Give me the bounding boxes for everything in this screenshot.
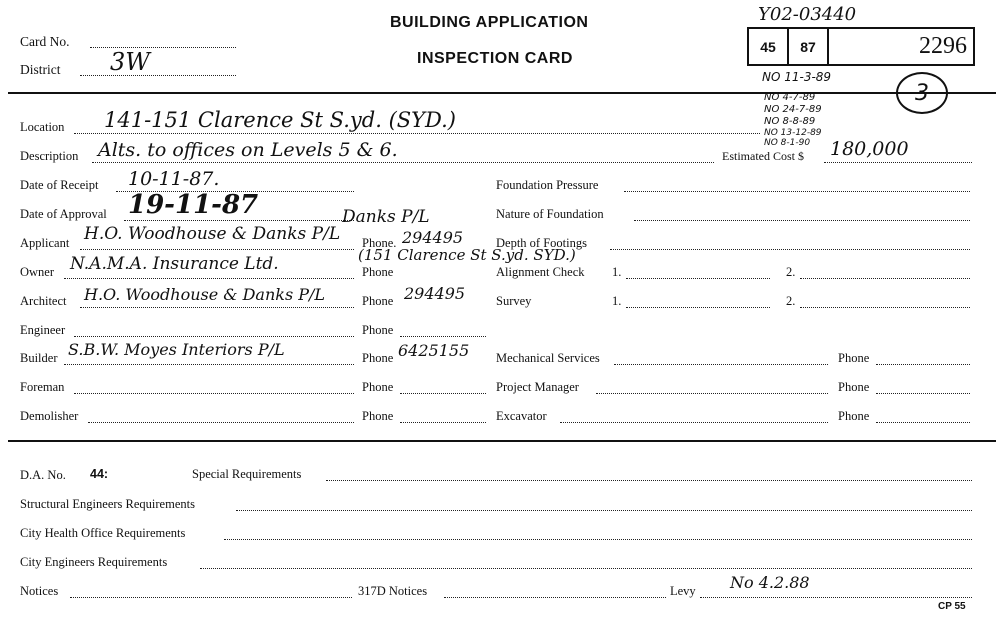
applicant-phone: 294495 [402,228,464,247]
da-value: 44: [90,467,109,481]
card-number-box [747,27,975,66]
builder-phone-label: Phone [362,351,394,365]
demolisher-line [88,422,354,423]
survey-1-line [626,307,770,308]
file-reference: Y02-03440 [758,4,857,25]
applicant-value-cont: Danks P/L [342,207,430,227]
card-number-prefix: 45 [749,29,789,64]
nature-foundation-line [634,220,970,221]
city-engineers-label: City Engineers Requirements [20,555,168,569]
project-manager-phone-line [876,393,970,394]
builder-phone: 6425155 [398,341,470,360]
structural-requirements-line [236,510,972,511]
owner-value: N.A.M.A. Insurance Ltd. [70,254,279,274]
structural-requirements-label: Structural Engineers Requirements [20,497,195,511]
form-code: CP 55 [938,601,966,612]
note-6: NO 8-1-90 [764,138,811,148]
note-5: NO 13-12-89 [764,128,822,138]
note-1: NO 11-3-89 [762,70,832,84]
receipt-value: 10-11-87. [128,168,220,190]
survey-label: Survey [496,294,532,308]
owner-line [64,278,354,279]
mechanical-label: Mechanical Services [496,351,600,365]
survey-2-label: 2. [786,294,796,308]
excavator-phone-label: Phone [838,409,870,423]
da-label: D.A. No. [20,468,66,482]
location-label: Location [20,120,65,134]
excavator-line [560,422,828,423]
estimated-cost-line [824,162,972,163]
alignment-1-label: 1. [612,265,622,279]
card-number-year: 87 [789,29,829,64]
levy-line [700,597,972,598]
alignment-label: Alignment Check [496,265,585,279]
owner-phone-label: Phone [362,265,394,279]
district-label: District [20,62,61,77]
project-manager-line [596,393,828,394]
special-requirements-label: Special Requirements [192,467,302,481]
excavator-phone-line [876,422,970,423]
depth-footings-label: Depth of Footings [496,236,587,250]
applicant-line [80,249,354,250]
card-number: 2296 [919,33,967,59]
city-engineers-line [200,568,972,569]
card-no-label: Card No. [20,34,70,49]
survey-2-line [800,307,970,308]
alignment-2-label: 2. [786,265,796,279]
demolisher-label: Demolisher [20,409,79,423]
owner-address: (151 Clarence St S.yd. SYD.) [358,246,576,264]
notices-317d-label: 317D Notices [358,584,428,598]
foundation-pressure-label: Foundation Pressure [496,178,599,192]
location-line [74,133,760,134]
approval-label: Date of Approval [20,207,107,221]
card-title: BUILDING APPLICATION [390,14,589,31]
card-subtitle: INSPECTION CARD [417,50,573,67]
architect-phone-label: Phone [362,294,394,308]
notices-label: Notices [20,584,59,598]
survey-1-label: 1. [612,294,622,308]
health-requirements-line [224,539,972,540]
health-requirements-label: City Health Office Requirements [20,526,186,540]
circled-mark: 3 [896,72,948,114]
estimated-cost-value: 180,000 [830,138,909,160]
architect-label: Architect [20,294,67,308]
architect-value: H.O. Woodhouse & Danks P/L [84,285,326,304]
project-manager-label: Project Manager [496,380,579,394]
alignment-1-line [626,278,770,279]
project-manager-phone-label: Phone [838,380,870,394]
applicant-phone-label: Phone. [362,236,397,250]
builder-label: Builder [20,351,58,365]
description-line [92,162,714,163]
owner-label: Owner [20,265,55,279]
excavator-label: Excavator [496,409,547,423]
notices-line [70,597,352,598]
nature-foundation-label: Nature of Foundation [496,207,604,221]
engineer-label: Engineer [20,323,66,337]
approval-value: 19-11-87 [128,190,259,220]
engineer-line [74,336,354,337]
depth-footings-line [610,249,970,250]
builder-line [64,364,354,365]
mechanical-phone-label: Phone [838,351,870,365]
demolisher-phone-label: Phone [362,409,394,423]
location-value: 141-151 Clarence St S.yd. (SYD.) [104,108,456,132]
district-value: 3W [110,48,150,76]
note-3: NO 24-7-89 [764,104,822,115]
foreman-phone-label: Phone [362,380,394,394]
description-value: Alts. to offices on Levels 5 & 6. [98,139,398,161]
engineer-phone-label: Phone [362,323,394,337]
notices-317d-line [444,597,666,598]
foundation-pressure-line [624,191,970,192]
approval-line [124,220,354,221]
district-line [80,75,236,76]
engineer-phone-line [400,336,486,337]
foreman-label: Foreman [20,380,65,394]
applicant-label: Applicant [20,236,70,250]
foreman-line [74,393,354,394]
builder-value: S.B.W. Moyes Interiors P/L [68,340,285,359]
mechanical-phone-line [876,364,970,365]
estimated-cost-label: Estimated Cost $ [722,149,804,163]
receipt-label: Date of Receipt [20,178,99,192]
mechanical-line [614,364,828,365]
architect-line [80,307,354,308]
header-divider [8,92,996,94]
demolisher-phone-line [400,422,486,423]
note-4: NO 8-8-89 [764,116,816,127]
levy-label: Levy [670,584,696,598]
architect-phone: 294495 [404,284,466,303]
alignment-2-line [800,278,970,279]
special-requirements-line [326,480,972,481]
levy-value: No 4.2.88 [730,573,810,592]
lower-divider [8,440,996,442]
applicant-value: H.O. Woodhouse & Danks P/L [84,224,341,244]
note-2: NO 4-7-89 [764,92,816,103]
foreman-phone-line [400,393,486,394]
description-label: Description [20,149,79,163]
